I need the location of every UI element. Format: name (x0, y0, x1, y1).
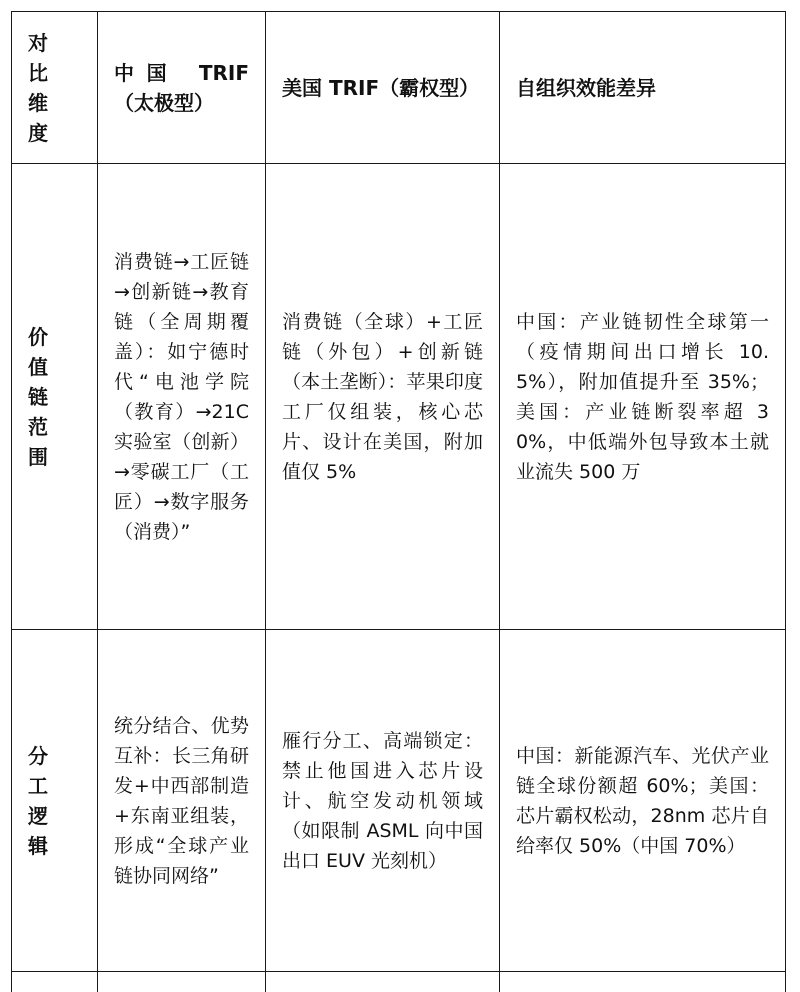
china-cell (98, 630, 266, 972)
header-cell-china (98, 12, 266, 164)
usa-cell (266, 630, 500, 972)
table-header-row (12, 12, 786, 164)
header-cell-difference (500, 12, 786, 164)
header-dimension: 对比维度 (28, 30, 48, 145)
header-usa: 美国 TRIF（霸权型） (282, 75, 480, 100)
usa-cell (266, 164, 500, 630)
row-dimension-division-logic: 分工逻辑 (28, 743, 48, 858)
usa-division-logic-text: 雁行分工、高端锁定：禁止他国进入芯片设计、航空发动机领域（如限制 ASML 向中国出口 EUV 光刻机） (282, 729, 483, 872)
difference-division-logic-text: 中国：新能源汽车、光伏产业链全球份额超 60%；美国：芯片霸权松动，28nm 芯片自给率仅 50%（中国 70%） (516, 744, 769, 857)
difference-cell (500, 630, 786, 972)
row-dimension-value-chain: 价值链范围 (28, 324, 48, 469)
usa-value-chain-text: 消费链（全球）+工匠链（外包）+创新链（本土垄断）：苹果印度工厂仅组装，核心芯片、设计在美国，附加值仅 5% (282, 310, 483, 483)
table-row (12, 164, 786, 630)
header-china: 中国 TRIF（太极型） (114, 60, 249, 115)
china-value-chain-text: 消费链→工匠链→创新链→教育链（全周期覆盖）：如宁德时代“电池学院（教育）→21C实验室（创新）→零碳工厂（工匠）→数字服务（消费）” (114, 250, 249, 543)
comparison-table (11, 11, 786, 992)
difference-value-chain-text: 中国：产业链韧性全球第一（疫情期间出口增长 10.5%），附加值提升至 35%；美国：产业链断裂率超 30%，中低端外包导致本土就业流失 500 万 (516, 310, 769, 483)
header-difference: 自组织效能差异 (516, 75, 656, 100)
row-dimension-cell (12, 164, 98, 630)
partial-cell (12, 972, 98, 992)
table-row-partial (12, 972, 786, 992)
table-row (12, 630, 786, 972)
partial-cell (266, 972, 500, 992)
header-cell-dimension (12, 12, 98, 164)
difference-cell (500, 164, 786, 630)
china-cell (98, 164, 266, 630)
partial-cell (98, 972, 266, 992)
partial-cell (500, 972, 786, 992)
row-dimension-cell (12, 630, 98, 972)
header-cell-usa (266, 12, 500, 164)
china-division-logic-text: 统分结合、优势互补：长三角研发+中西部制造+东南亚组装，形成“全球产业链协同网络” (114, 714, 249, 887)
